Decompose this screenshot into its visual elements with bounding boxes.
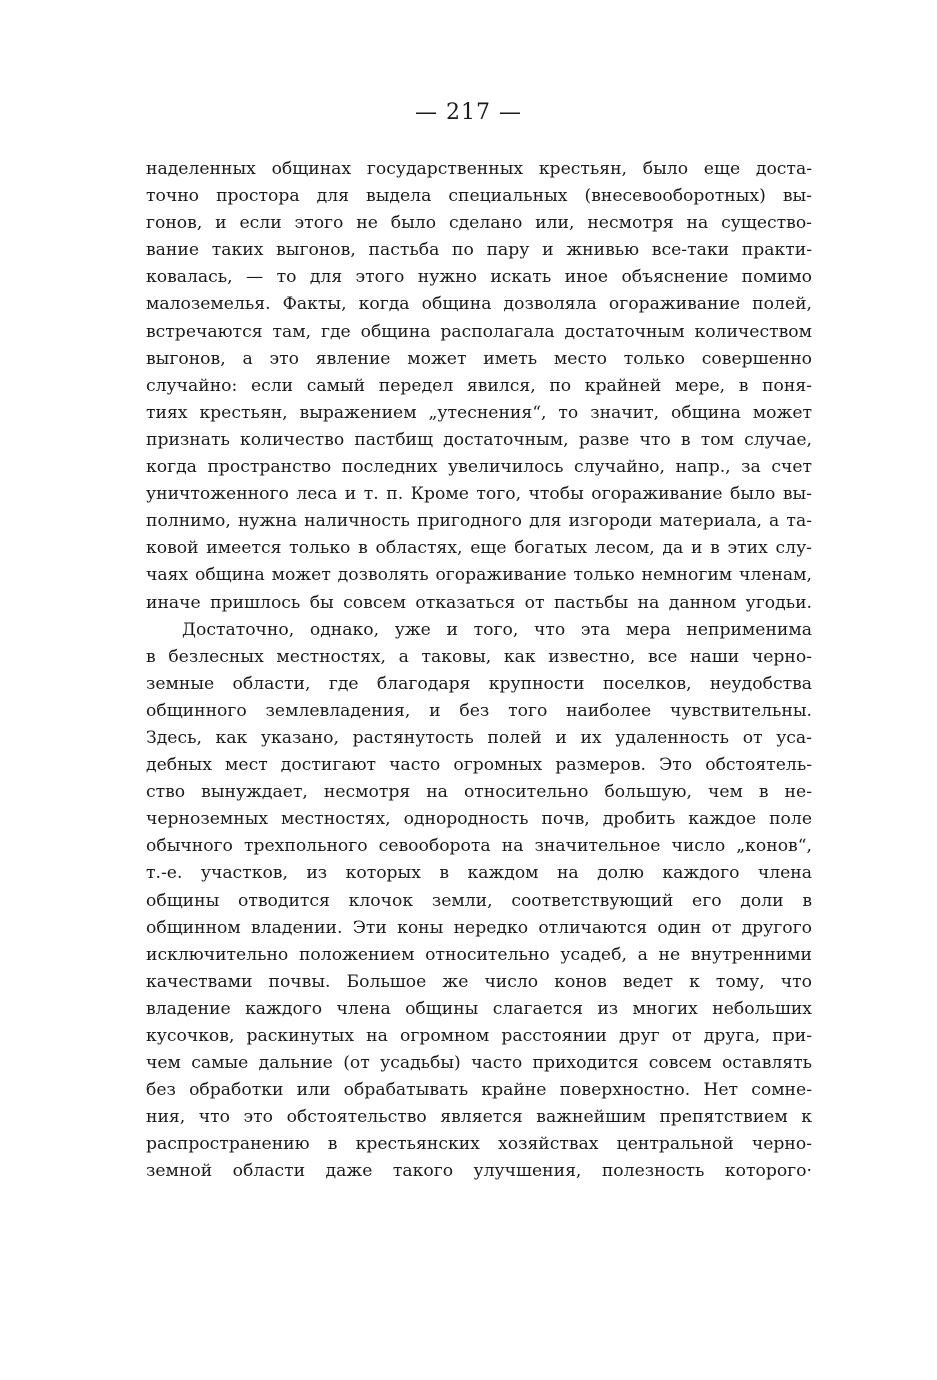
text-line: чем самые дальние (от усадьбы) часто приходится совсем оставлять bbox=[146, 1053, 812, 1074]
text-line: общины отводится клочок земли, соответствующий его доли в bbox=[146, 890, 812, 911]
text-line: чаях община может дозволять огораживание только немногим членам, bbox=[146, 565, 812, 586]
text-line: случайно: если самый передел явился, по крайней мере, в поня- bbox=[146, 375, 812, 396]
text-line: ковалась, — то для этого нужно искать иное объяснение помимо bbox=[146, 267, 812, 288]
page-number: — 217 — bbox=[415, 100, 522, 125]
text-line: гонов, и если этого не было сделано или, несмотря на существо- bbox=[146, 213, 812, 234]
text-line: исключительно положением относительно усадеб, а не внутренними bbox=[146, 944, 812, 965]
text-line: дебных мест достигают часто огромных размеров. Это обстоятель- bbox=[146, 755, 812, 776]
text-line: малоземелья. Факты, когда община дозволяла огораживание полей, bbox=[146, 294, 812, 315]
text-line: качествами почвы. Большое же число конов ведет к тому, что bbox=[146, 971, 812, 992]
text-line: признать количество пастбищ достаточным, разве что в том случае, bbox=[146, 429, 812, 450]
text-line: Здесь, как указано, растянутость полей и их удаленность от уса- bbox=[146, 727, 812, 748]
text-line: встречаются там, где община располагала достаточным количеством bbox=[146, 321, 812, 342]
text-line: вание таких выгонов, пастьба по пару и жнивью все-таки практи- bbox=[146, 240, 812, 261]
text-line: обычного трехпольного севооборота на значительное число „конов“, bbox=[146, 836, 812, 857]
text-line: распространению в крестьянских хозяйствах центральной черно- bbox=[146, 1134, 812, 1155]
text-line: общинном владении. Эти коны нередко отличаются один от другого bbox=[146, 917, 812, 938]
text-line: тиях крестьян, выражением „утеснения“, то значит, община может bbox=[146, 402, 812, 423]
text-line: ковой имеется только в областях, еще богатых лесом, да и в этих слу- bbox=[146, 538, 812, 559]
paragraph-1 bbox=[146, 156, 812, 617]
text-line: полнимо, нужна наличность пригодного для изгороди материала, а та- bbox=[146, 511, 812, 532]
text-line: общинного землевладения, и без того наиболее чувствительны. bbox=[146, 700, 812, 721]
text-line: уничтоженного леса и т. п. Кроме того, чтобы огораживание было вы- bbox=[146, 484, 812, 505]
text-line: точно простора для выдела специальных (внесевооборотных) вы- bbox=[146, 186, 812, 207]
text-line: наделенных общинах государственных крестьян, было еще доста- bbox=[146, 159, 812, 179]
text-line: ния, что это обстоятельство является важнейшим препятствием к bbox=[146, 1107, 812, 1128]
text-line: Достаточно, однако, уже и того, что эта мера неприменима bbox=[182, 619, 812, 640]
text-line: черноземных местностях, однородность почв, дробить каждое поле bbox=[146, 809, 812, 830]
paragraph-2 bbox=[146, 617, 812, 1186]
text-line: владение каждого члена общины слагается из многих небольших bbox=[146, 998, 812, 1019]
text-line: без обработки или обрабатывать крайне поверхностно. Нет сомне- bbox=[146, 1080, 812, 1101]
body-text bbox=[146, 156, 812, 1186]
text-line: ство вынуждает, несмотря на относительно большую, чем в не- bbox=[146, 782, 812, 803]
text-line: иначе пришлось бы совсем отказаться от пастьбы на данном угодьи. bbox=[146, 592, 812, 613]
text-line: кусочков, раскинутых на огромном расстоянии друг от друга, при- bbox=[146, 1026, 812, 1046]
text-line: выгонов, а это явление может иметь место только совершенно bbox=[146, 348, 812, 369]
text-line: в безлесных местностях, а таковы, как известно, все наши черно- bbox=[146, 646, 812, 667]
text-line: земной области даже такого улучшения, полезность которого· bbox=[146, 1161, 812, 1182]
text-line: когда пространство последних увеличилось случайно, напр., за счет bbox=[146, 457, 812, 478]
text-line: земные области, где благодаря крупности поселков, неудобства bbox=[146, 673, 812, 694]
text-line: т.-е. участков, из которых в каждом на долю каждого члена bbox=[146, 863, 812, 884]
